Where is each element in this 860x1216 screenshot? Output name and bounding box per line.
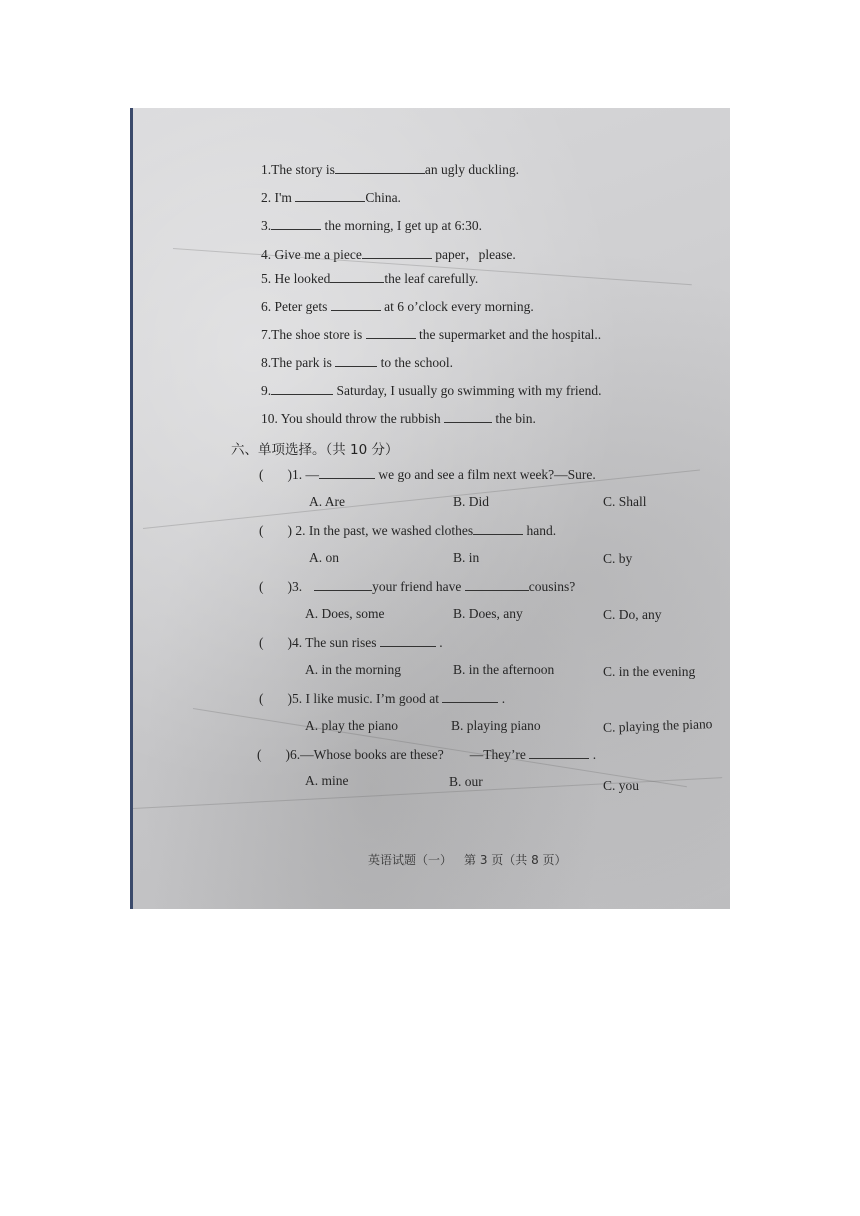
question-3: ( )3. your friend have cousins? xyxy=(259,579,576,594)
page-footer xyxy=(368,851,579,868)
q6-option-a: A. mine xyxy=(305,773,349,788)
blank-item-7: 7.The shoe store is the supermarket and the hospital.. xyxy=(261,327,602,342)
question-6: ( )6.—Whose books are these? —They’re . xyxy=(257,747,597,762)
q1-option-b: B. Did xyxy=(453,494,490,509)
blank-item-2: 2. I'm China. xyxy=(261,190,401,205)
blank-item-4: 4. Give me a piece paper，please. xyxy=(261,247,516,262)
blank-item-9: 9. Saturday, I usually go swimming with my friend. xyxy=(261,383,602,398)
blank-item-6: 6. Peter gets at 6 o’clock every morning. xyxy=(261,299,534,314)
q5-option-b: B. playing piano xyxy=(451,718,541,733)
question-4: ( )4. The sun rises . xyxy=(259,635,443,650)
q2-option-a: A. on xyxy=(309,550,339,565)
q6-option-c: C. you xyxy=(603,778,640,793)
footer-title: 英语试题（一） xyxy=(368,853,453,867)
q4-option-b: B. in the afternoon xyxy=(453,662,555,677)
q6-option-b: B. our xyxy=(449,774,483,789)
q1-option-a: A. Are xyxy=(309,494,345,509)
question-5: ( )5. I like music. I’m good at . xyxy=(259,691,506,706)
q4-option-c: C. in the evening xyxy=(603,664,696,679)
blank-item-1: 1.The story is an ugly duckling. xyxy=(261,162,519,177)
q1-option-c: C. Shall xyxy=(603,494,647,509)
q2-option-c: C. by xyxy=(603,551,633,566)
exam-sheet xyxy=(130,108,730,909)
q5-option-a: A. play the piano xyxy=(305,718,398,733)
blank-item-10: 10. You should throw the rubbish the bin. xyxy=(261,411,536,426)
blank-item-8: 8.The park is to the school. xyxy=(261,355,453,370)
q3-option-a: A. Does, some xyxy=(305,606,385,621)
q4-option-a: A. in the morning xyxy=(305,662,401,677)
question-2: ( ) 2. In the past, we washed clothes hand. xyxy=(259,523,557,538)
blank-item-5: 5. He looked the leaf carefully. xyxy=(261,271,479,286)
q3-option-c: C. Do, any xyxy=(603,607,662,622)
footer-page-number: 第 3 页（共 8 页） xyxy=(464,853,567,867)
q5-option-c: C. playing the piano xyxy=(602,716,713,735)
question-1: ( )1. — we go and see a film next week?—Sure. xyxy=(259,467,596,482)
blank-item-3: 3. the morning, I get up at 6:30. xyxy=(261,218,482,233)
section-title: 六、单项选择。（共 10 分） xyxy=(231,442,399,458)
q3-option-b: B. Does, any xyxy=(453,606,523,621)
q2-option-b: B. in xyxy=(453,550,480,565)
